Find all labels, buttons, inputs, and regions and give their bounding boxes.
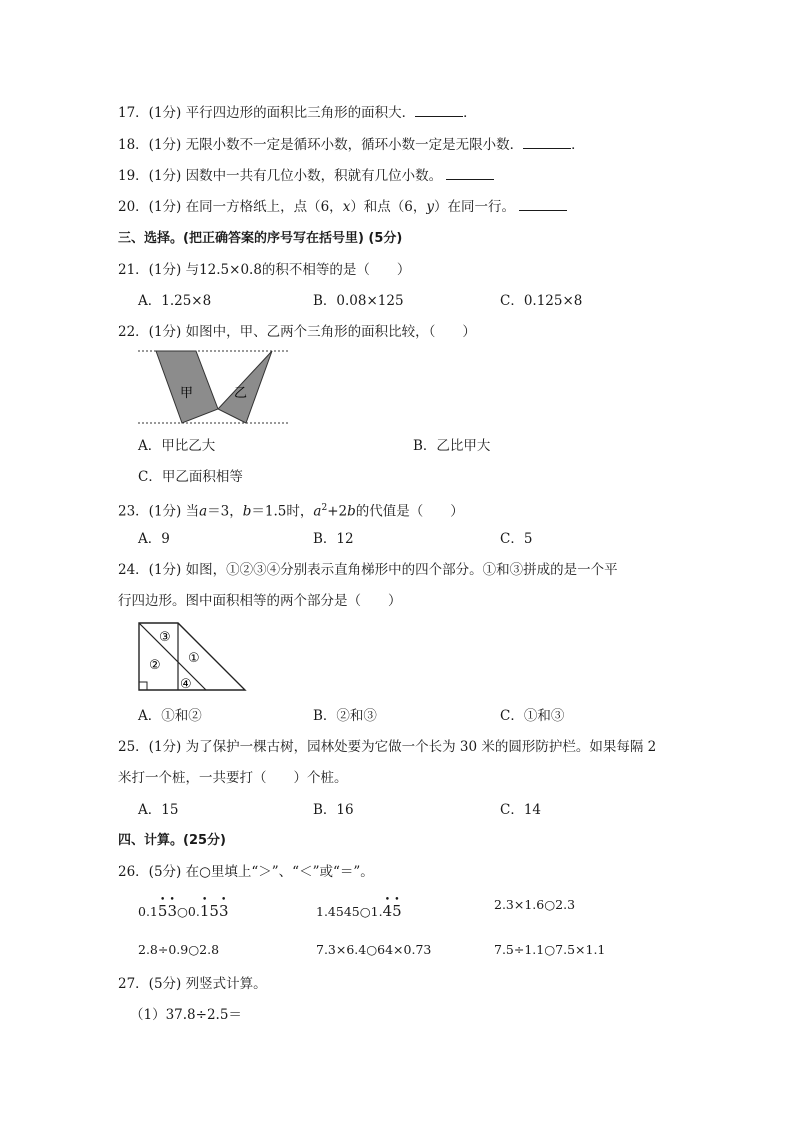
compare-expression-5[interactable]: 7.3×6.4○64×0.73 xyxy=(316,942,432,957)
q22-option-c[interactable]: C．甲乙面积相等 xyxy=(138,469,243,485)
question-27: 27．(5分) 列竖式计算。 xyxy=(118,976,267,992)
question-19: 19．(1分) 因数中一共有几位小数，积就有几位小数。 xyxy=(118,167,494,185)
compare-expression-4[interactable]: 2.8÷0.9○2.8 xyxy=(138,942,220,957)
question-24-line-2: 行四边形。图中面积相等的两个部分是（ ） xyxy=(118,593,402,609)
q27-subquestion-1: （1）37.8÷2.5＝ xyxy=(130,1007,242,1023)
label-yi: 乙 xyxy=(234,386,248,401)
question-24-line-1: 24．(1分) 如图，①②③④分别表示直角梯形中的四个部分。①和③拼成的是一个平 xyxy=(118,562,618,578)
answer-blank[interactable] xyxy=(519,198,567,211)
q21-option-c[interactable]: C．0.125×8 xyxy=(500,293,583,309)
compare-expression-1: 0.1• 5• 3○0.• 15• 3 xyxy=(138,902,228,921)
part-1-label: ① xyxy=(188,651,200,666)
question-25-line-1: 25．(1分) 为了保护一棵古树，园林处要为它做一个长为 30 米的圆形防护栏。如果每隔 2 xyxy=(118,739,657,755)
answer-blank[interactable] xyxy=(415,104,463,117)
q25-option-a[interactable]: A．15 xyxy=(138,802,179,818)
compare-expression-2: 1.4545○1.• 4• 5 xyxy=(316,902,402,921)
part-4-label: ④ xyxy=(180,677,192,692)
q21-option-b[interactable]: B．0.08×125 xyxy=(313,293,404,309)
q23-option-a[interactable]: A．9 xyxy=(138,531,170,547)
question-20: 20．(1分) 在同一方格纸上，点（6，x）和点（6，y）在同一行。 xyxy=(118,198,567,216)
compare-circle[interactable]: ○ xyxy=(359,904,371,919)
q25-option-b[interactable]: B．16 xyxy=(313,802,354,818)
answer-blank[interactable] xyxy=(446,167,494,180)
q25-option-c[interactable]: C．14 xyxy=(500,802,542,818)
question-25-line-2: 米打一个桩，一共要打（ ）个桩。 xyxy=(118,770,348,786)
q22-option-b[interactable]: B．乙比甲大 xyxy=(413,438,491,454)
q23-option-c[interactable]: C．5 xyxy=(500,531,533,547)
question-18: 18．(1分) 无限小数不一定是循环小数，循环小数一定是无限小数． ． xyxy=(118,137,585,153)
answer-blank[interactable] xyxy=(523,136,571,149)
label-jia: 甲 xyxy=(180,386,194,401)
part-2-label: ② xyxy=(149,658,161,673)
trapezoid-figure xyxy=(138,622,248,692)
triangles-figure xyxy=(138,345,290,427)
q21-option-a[interactable]: A．1.25×8 xyxy=(138,293,212,309)
section-heading-3: 三、选择。(把正确答案的序号写在括号里) (5分) xyxy=(118,231,403,246)
section-heading-4: 四、计算。(25分) xyxy=(118,833,226,848)
q24-option-a[interactable]: A．①和② xyxy=(138,708,202,724)
question-26: 26．(5分) 在○里填上“＞”、“＜”或“＝”。 xyxy=(118,864,374,880)
compare-expression-3[interactable]: 2.3×1.6○2.3 xyxy=(494,897,576,912)
compare-circle[interactable]: ○ xyxy=(176,904,188,919)
compare-expression-6[interactable]: 7.5÷1.1○7.5×1.1 xyxy=(494,942,606,957)
question-23: 23．(1分) 当a＝3，b＝1.5时，$a^2+2b$的代值是（ ） xyxy=(118,503,464,520)
q22-option-a[interactable]: A．甲比乙大 xyxy=(138,438,216,454)
part-3-label: ③ xyxy=(159,630,171,645)
question-21: 21．(1分) 与12.5×0.8的积不相等的是（ ） xyxy=(118,262,411,278)
q24-option-b[interactable]: B．②和③ xyxy=(313,708,377,724)
question-22: 22．(1分) 如图中，甲、乙两个三角形的面积比较，（ ） xyxy=(118,324,476,340)
q23-option-b[interactable]: B．12 xyxy=(313,531,354,547)
question-17: 17．(1分) 平行四边形的面积比三角形的面积大． ． xyxy=(118,105,477,121)
q24-option-c[interactable]: C．①和③ xyxy=(500,708,565,724)
